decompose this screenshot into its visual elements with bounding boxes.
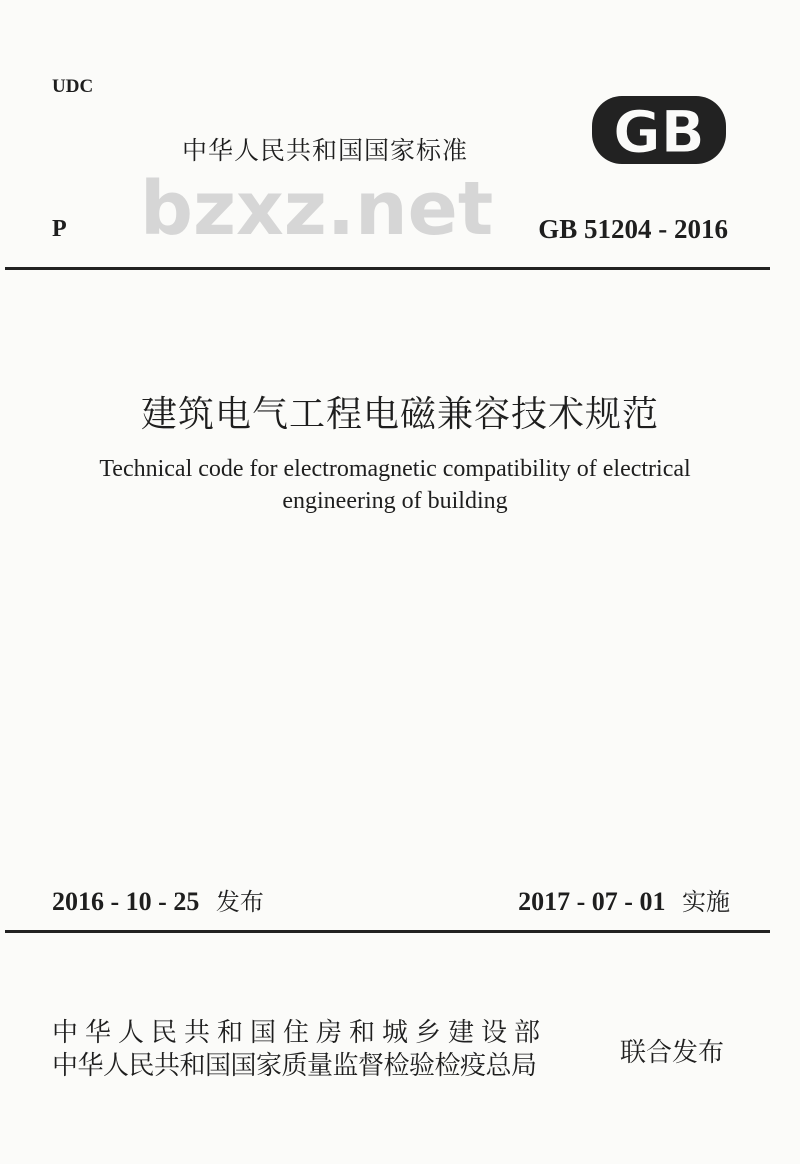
- top-divider: [5, 267, 770, 270]
- publisher-2: 中华人民共和国国家质量监督检验检疫总局: [52, 1051, 537, 1081]
- joint-publish-label: 联合发布: [620, 1038, 725, 1068]
- classification: P: [52, 216, 67, 242]
- publisher-1: 中华人民共和国住房和城乡建设部: [52, 1018, 548, 1048]
- effective-date: 2017 - 07 - 01: [518, 887, 666, 916]
- standard-code: GB 51204 - 2016: [538, 214, 728, 244]
- watermark: bzxz.net: [140, 166, 494, 252]
- issue-label: 发布: [215, 888, 264, 916]
- effective-label: 实施: [682, 888, 730, 916]
- title-english-line2: engineering of building: [282, 488, 508, 514]
- standard-type: 中华人民共和国国家标准: [182, 136, 469, 165]
- issue-date: 2016 - 10 - 25: [52, 887, 200, 916]
- gb-logo: [590, 94, 728, 166]
- effective-date-block: [518, 882, 730, 917]
- udc-label: UDC: [52, 76, 94, 97]
- svg-text:GB: GB: [613, 98, 705, 166]
- bottom-divider: [5, 930, 770, 933]
- issue-date-block: [52, 882, 264, 917]
- title-chinese: 建筑电气工程电磁兼容技术规范: [140, 394, 659, 435]
- title-english-line1: Technical code for electromagnetic compatibility of electrical: [99, 456, 691, 482]
